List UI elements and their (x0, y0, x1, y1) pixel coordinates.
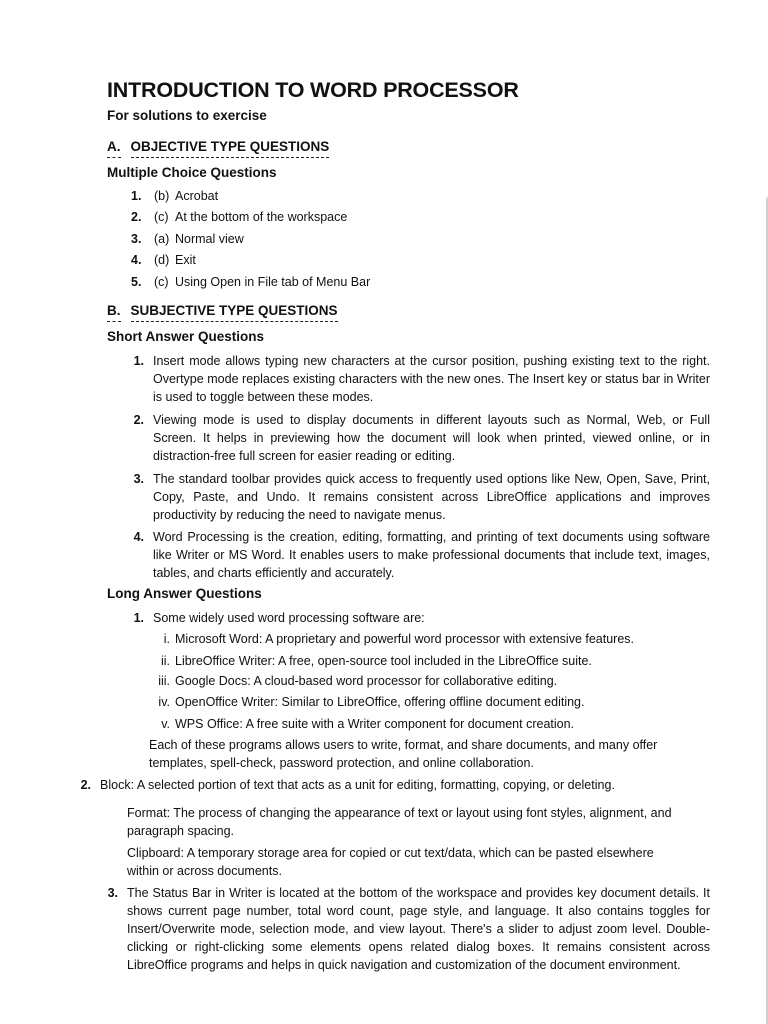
long-answer-number: 2. (80, 778, 91, 792)
mcq-option: (a) (154, 232, 170, 246)
short-answer-number: 1. (133, 354, 144, 368)
section-b-heading (107, 302, 338, 322)
block-definition: Block: A selected portion of text that acts as a unit for editing, formatting, copying, or deleting. (100, 778, 615, 792)
mcq-answer: At the bottom of the workspace (175, 210, 348, 224)
short-answer-text: Viewing mode is used to display documents in different layouts such as Normal, Web, or Full Screen. It helps in previewing how the document will look when printed, viewed online, or in distraction-free full screen for easier reading or editing. (153, 413, 710, 463)
roman-number: v. (161, 717, 170, 731)
mcq-number: 1. (131, 189, 142, 203)
mcq-number: 2. (131, 210, 142, 224)
mcq-number: 4. (131, 253, 142, 267)
mcq-option: (d) (154, 253, 170, 267)
status-bar-text: The Status Bar in Writer is located at the bottom of the workspace and provides key document details. It shows current page number, total word count, page style, and language. It also contains toggles for Insert/Overwrite mode, selection mode, and view layout. There's a slider to adjust zoom level. Double-clicking or right-clicking some elements opens related dialog boxes. It remains consistent across LibreOffice programs and helps in quick navigation and customization of the document environment. (127, 886, 710, 972)
mcq-option: (c) (154, 275, 169, 289)
software-text: OpenOffice Writer: Similar to LibreOffice, offering offline document editing. (175, 695, 585, 709)
mcq-number: 5. (131, 275, 142, 289)
mcq-number: 3. (131, 232, 142, 246)
section-b-label: SUBJECTIVE TYPE QUESTIONS (131, 302, 338, 322)
short-answer-text: Insert mode allows typing new characters at the cursor position, pushing existing text to the right. Overtype mode replaces existing characters with the new ones. The Insert key or status bar in Writer is used to toggle between these modes. (153, 354, 710, 404)
roman-number: i. (163, 632, 170, 646)
software-text: Google Docs: A cloud-based word processor for collaborative editing. (175, 674, 558, 688)
mcq-answer: Normal view (175, 232, 244, 246)
section-a-label: OBJECTIVE TYPE QUESTIONS (131, 138, 330, 158)
short-answer-text: Word Processing is the creation, editing, formatting, and printing of text documents using software like Writer or MS Word. It enables users to make professional documents that include text, images, tables, and charts efficiently and accurately. (153, 530, 710, 580)
section-a-heading (107, 138, 329, 158)
page-subtitle: For solutions to exercise (107, 108, 267, 123)
long-answer-number: 1. (133, 611, 144, 625)
section-a-letter: A. (107, 138, 121, 158)
short-answer-number: 3. (133, 472, 144, 486)
section-b-letter: B. (107, 302, 121, 322)
page-title: INTRODUCTION TO WORD PROCESSOR (107, 78, 519, 102)
short-answer-heading: Short Answer Questions (107, 329, 265, 344)
format-definition: Format: The process of changing the appearance of text or layout using font styles, alignment, and paragraph spacing. (127, 806, 672, 838)
long-answer-heading: Long Answer Questions (107, 586, 262, 601)
short-answer-number: 2. (133, 413, 144, 427)
short-answer-number: 4. (133, 530, 144, 544)
roman-number: ii. (160, 654, 170, 668)
roman-number: iv. (158, 695, 170, 709)
software-text: LibreOffice Writer: A free, open-source tool included in the LibreOffice suite. (175, 654, 592, 668)
software-text: WPS Office: A free suite with a Writer component for document creation. (175, 717, 575, 731)
long-answer-intro: Some widely used word processing software are: (153, 611, 425, 625)
long-answer-closing: Each of these programs allows users to write, format, and share documents, and many offer templates, spell-check, password protection, and online collaboration. (149, 738, 658, 770)
mcq-heading: Multiple Choice Questions (107, 165, 277, 180)
clipboard-definition: Clipboard: A temporary storage area for copied or cut text/data, which can be pasted elsewhere within or across documents. (127, 846, 654, 878)
mcq-option: (b) (154, 189, 170, 203)
mcq-answer: Acrobat (175, 189, 219, 203)
software-text: Microsoft Word: A proprietary and powerful word processor with extensive features. (175, 632, 635, 646)
mcq-answer: Using Open in File tab of Menu Bar (175, 275, 371, 289)
long-answer-number: 3. (107, 886, 118, 900)
mcq-answer: Exit (175, 253, 196, 267)
roman-number: iii. (158, 674, 170, 688)
mcq-option: (c) (154, 210, 169, 224)
short-answer-text: The standard toolbar provides quick access to frequently used options like New, Open, Save, Print, Copy, Paste, and Undo. It remains consistent across LibreOffice applications and improves productivity by reducing the need to navigate menus. (153, 472, 710, 522)
